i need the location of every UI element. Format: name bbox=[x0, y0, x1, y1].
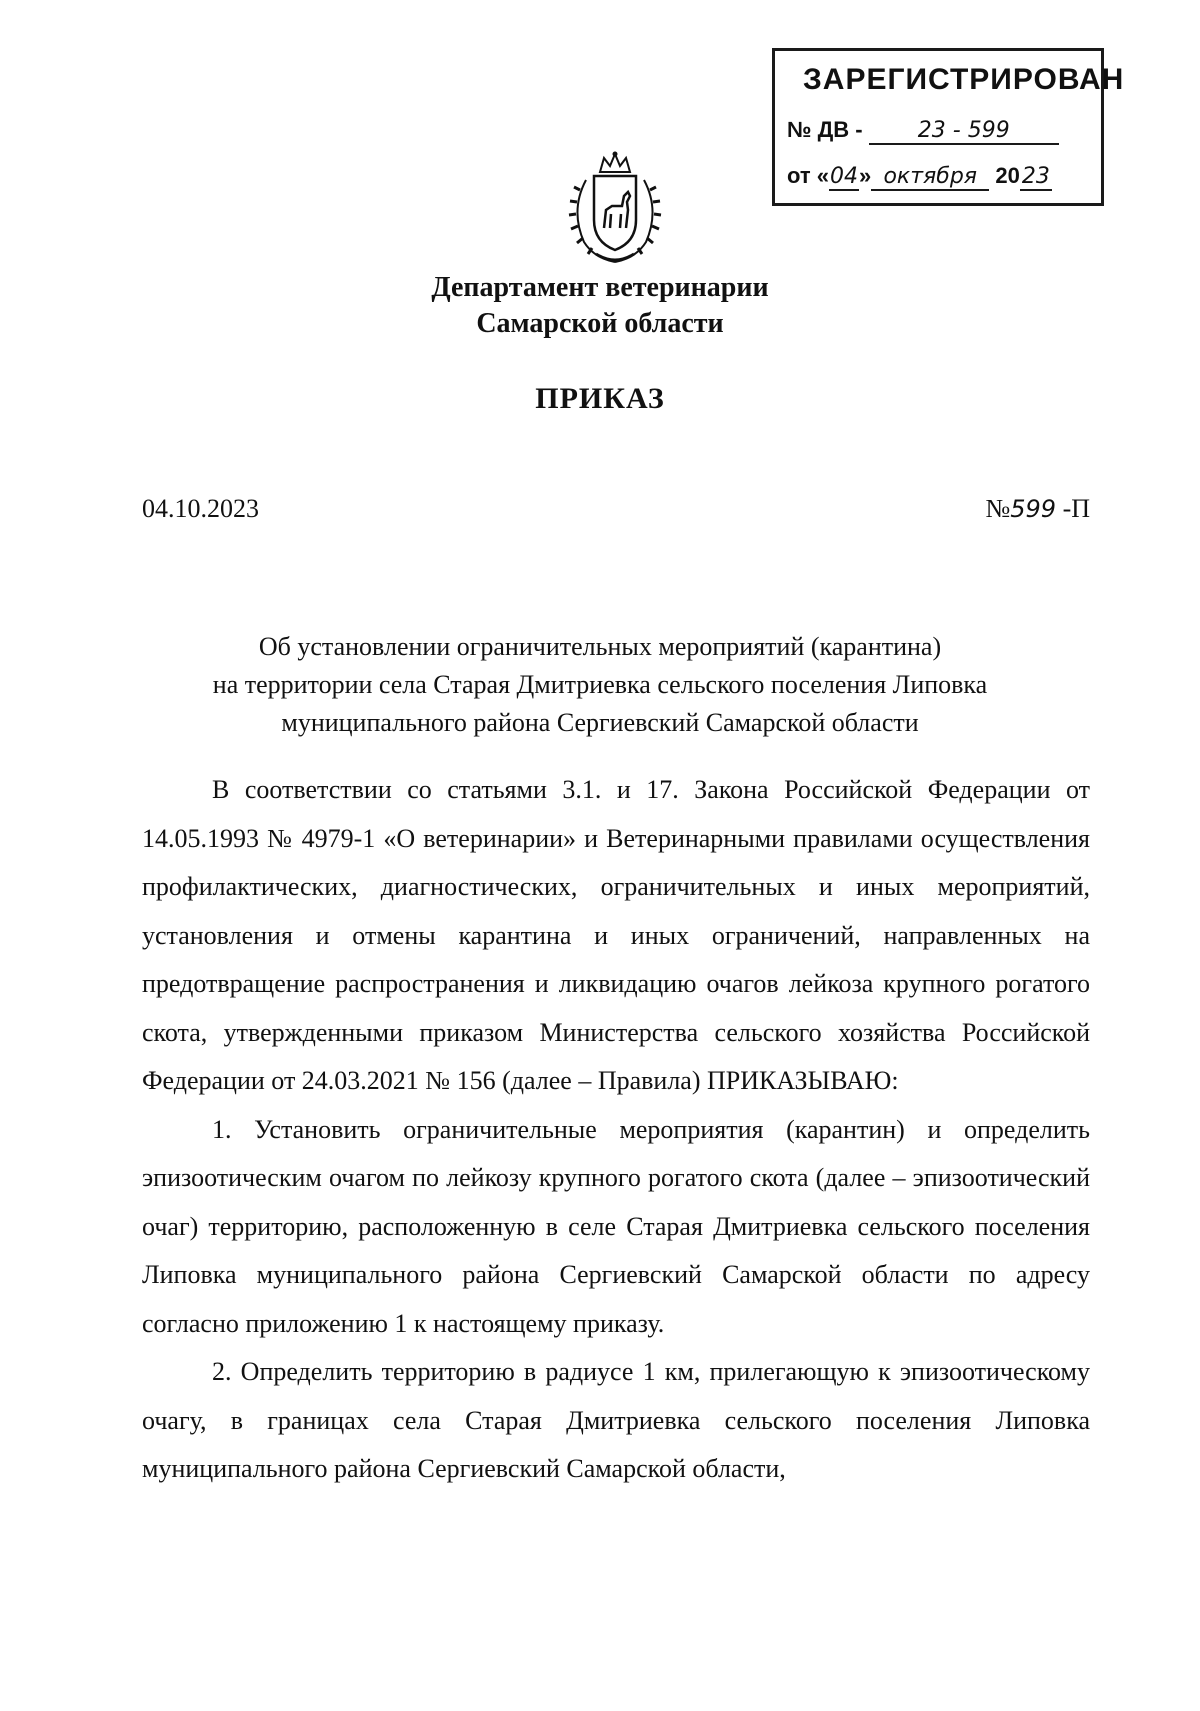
document-number-suffix: -П bbox=[1056, 494, 1090, 523]
stamp-title: ЗАРЕГИСТРИРОВАН bbox=[803, 63, 1125, 96]
document-number-prefix: № bbox=[985, 494, 1011, 523]
body-paragraph-preamble: В соответствии со статьями 3.1. и 17. Закона Российской Федерации от 14.05.1993 № 4979-1 «О ветеринарии» и Ветеринарными правилами осуществления профилактических, диагностических, ограничительных и иных мероприятий, установления и отмены карантина и иных ограничений, направленных на предотвращение распространения и ликвидацию очагов лейкоза крупного рогатого скота, утвержденными приказом Министерства сельского хозяйства Российской Федерации от 24.03.2021 № 156 (далее – Правила) ПРИКАЗЫВАЮ: bbox=[142, 775, 1090, 1095]
document-date: 04.10.2023 bbox=[142, 494, 259, 523]
stamp-date-row bbox=[787, 163, 1052, 191]
document-body bbox=[142, 766, 1090, 1494]
org-name-line1: Департамент ветеринарии bbox=[431, 272, 769, 303]
stamp-date-prefix: от « bbox=[787, 163, 830, 188]
stamp-number-value: 23 - 599 bbox=[869, 118, 1059, 145]
org-name-line2: Самарской области bbox=[476, 308, 724, 339]
subject-line: Об установлении ограничительных мероприятий (карантина) bbox=[258, 632, 942, 661]
registration-stamp bbox=[772, 48, 1125, 206]
subject-line: на территории села Старая Дмитриевка сельского поселения Липовка bbox=[212, 670, 988, 699]
stamp-date-year-prefix: 20 bbox=[995, 163, 1020, 188]
document-type-title: ПРИКАЗ bbox=[535, 382, 665, 415]
body-paragraph-item-1: 1. Установить ограничительные мероприятия (карантин) и определить эпизоотическим очагом по лейкозу крупного рогатого скота (далее – эпизоотический очаг) территорию, расположенную в селе Старая Дмитриевка сельского поселения Липовка муниципального района Сергиевский Самарской области по адресу согласно приложению 1 к настоящему приказу. bbox=[142, 1114, 1090, 1338]
stamp-date-month: октября bbox=[871, 164, 989, 191]
document-subject bbox=[0, 628, 1200, 742]
stamp-number-label: № ДВ - bbox=[787, 117, 863, 142]
stamp-number-row bbox=[787, 117, 1059, 145]
subject-line: муниципального района Сергиевский Самарской области bbox=[281, 708, 919, 737]
stamp-date-mid: » bbox=[859, 163, 872, 188]
document-number bbox=[985, 494, 1090, 524]
body-paragraph-item-2: 2. Определить территорию в радиусе 1 км, прилегающую к эпизоотическому очагу, в границах села Старая Дмитриевка сельского поселения Липовка муниципального района Сергиевский Самарской области, bbox=[142, 1357, 1090, 1483]
coat-of-arms-icon bbox=[560, 150, 670, 270]
stamp-date-day: 04 bbox=[830, 164, 859, 189]
stamp-date-year-suffix: 23 bbox=[1021, 164, 1050, 189]
document-number-value: 599 bbox=[1010, 495, 1057, 523]
